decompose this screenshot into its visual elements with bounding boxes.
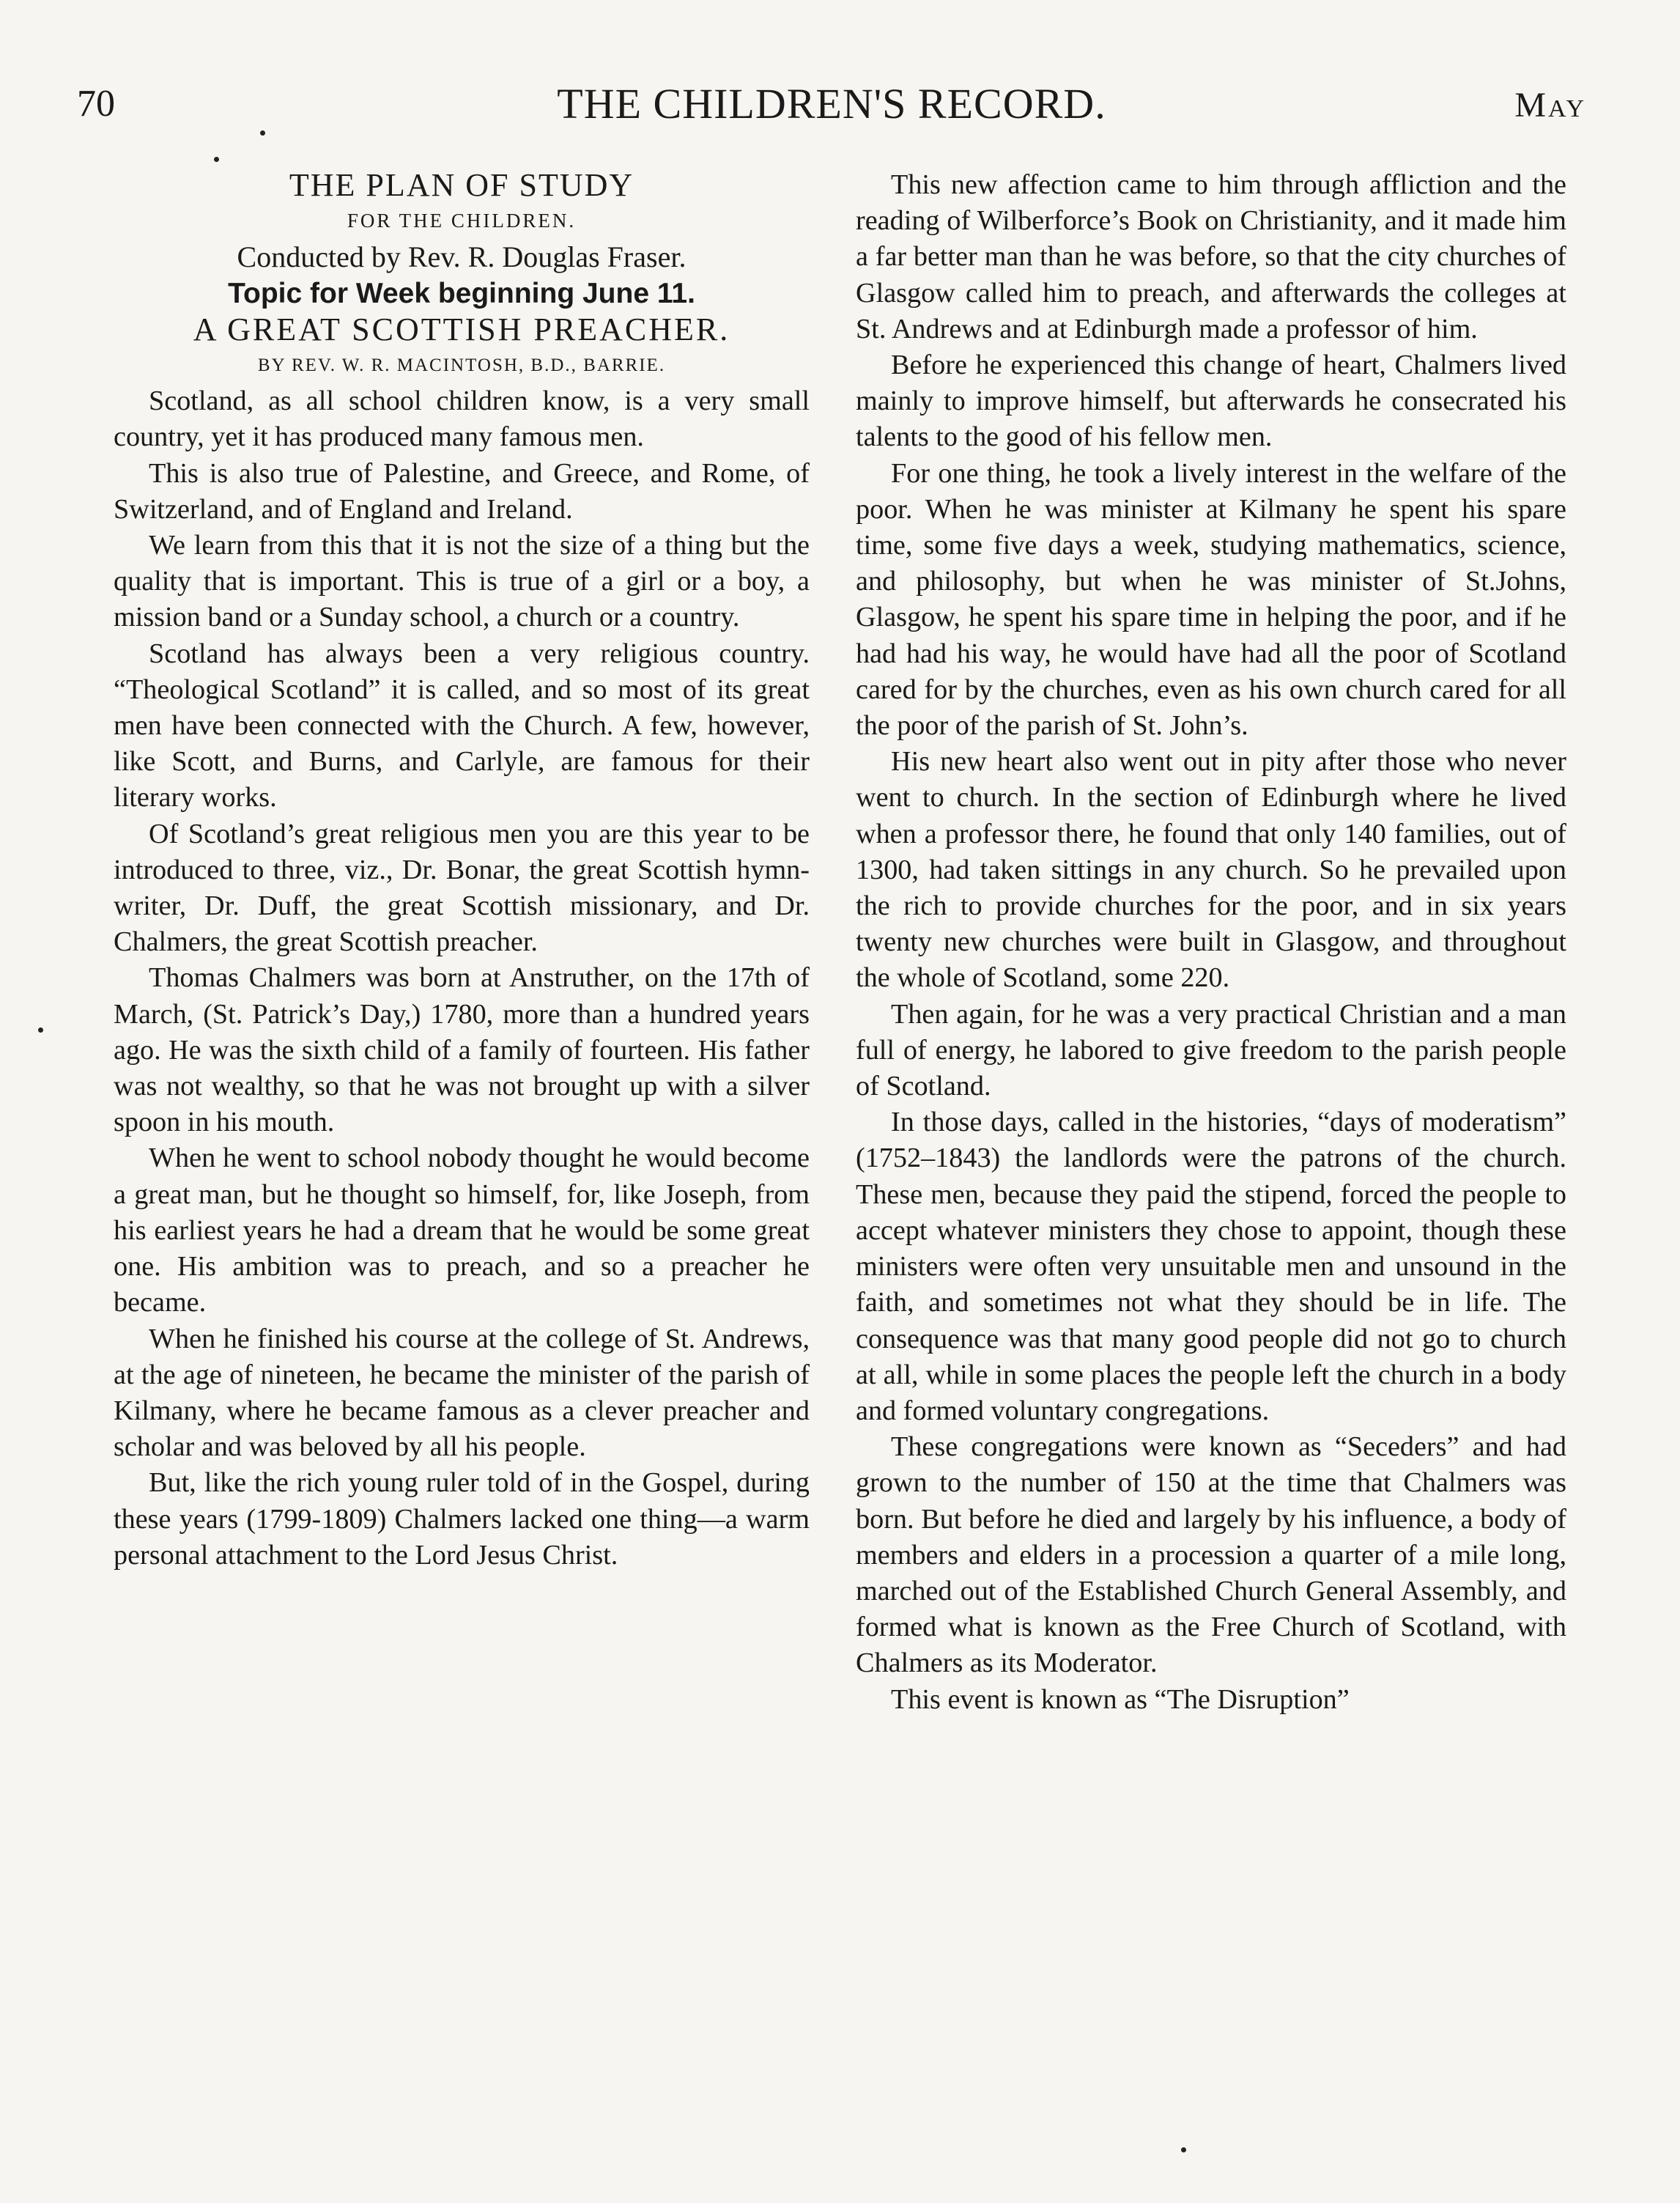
section-heading: THE PLAN OF STUDY [289, 167, 634, 203]
paragraph: Scotland, as all school children know, is a very small country, yet it has produced many famous men. [114, 385, 810, 453]
paragraph: When he finished his course at the college of St. Andrews, at the age of nineteen, he became the minister of the parish of Kilmany, where he became famous as a clever preacher and scholar and was beloved by all his people. [114, 1323, 810, 1463]
paragraph: This is also true of Palestine, and Greece, and Rome, of Switzerland, and of England and Ireland. [114, 457, 810, 525]
article-title: A GREAT SCOTTISH PREACHER. [193, 311, 730, 347]
speck [260, 130, 265, 136]
section-subheading: FOR THE CHILDREN. [347, 210, 577, 232]
paragraph: Then again, for he was a very practical Christian and a man full of energy, he labored to give freedom to the parish people of Scotland. [856, 998, 1566, 1102]
paragraph: We learn from this that it is not the size of a thing but the quality that is important. This is true of a girl or a boy, a mission band or a Sunday school, a church or a country. [114, 530, 810, 633]
page-header [77, 82, 1586, 133]
speck [38, 1027, 43, 1033]
paragraph: These congregations were known as “Seceders” and had grown to the number of 150 at the time that Chalmers was born. But before he died and largely by his influence, a body of members and elders in a procession a quarter of a mile long, marched out of the Established Church General Assembly, and formed what is known as the Free Church of Scotland, with Chalmers as its Moderator. [856, 1431, 1566, 1679]
speck [214, 157, 219, 162]
paragraph: Of Scotland’s great religious men you are this year to be introduced to three, viz., Dr. Bonar, the great Scottish hymn-writer, Dr. Duff, the great Scottish missionary, and Dr. Chalmers, the great Scottish preacher. [114, 818, 810, 958]
paragraph: Thomas Chalmers was born at Anstruther, on the 17th of March, (St. Patrick’s Day,) 1780, more than a hundred years ago. He was the sixth child of a family of fourteen. His father was not wealthy, so that he was not brought up with a silver spoon in his mouth. [114, 962, 810, 1138]
paragraph: In those days, called in the histories, “days of moderatism” (1752–1843) the landlords were the patrons of the church. These men, because they paid the stipend, forced the people to accept whatever ministers they chose to appoint, though these ministers were often very unsuitable men and unsound in the faith, and sometimes not what they should be in life. The consequence was that many good people did not go to church at all, while in some places the people left the church in a body and formed voluntary congregations. [856, 1107, 1566, 1426]
paragraph: His new heart also went out in pity after those who never went to church. In the section of Edinburgh where he lived when a professor there, he found that only 140 families, out of 1300, had taken sittings in any church. So he prevailed upon the rich to provide churches for the poor, and in six years twenty new churches were built in Glasgow, and throughout the whole of Scotland, some 220. [856, 746, 1566, 994]
paragraph: For one thing, he took a lively interest in the welfare of the poor. When he was minister at Kilmany he spent his spare time, some five days a week, studying mathematics, science, and philosophy, but when he was minister of St.Johns, Glasgow, he spent his spare time in helping the poor, and if he had had his way, he would have had all the poor of Scotland cared for by the churches, even as his own church cared for all the poor of the parish of St. John’s. [856, 457, 1566, 742]
paragraph: Scotland has always been a very religious country. “Theological Scotland” it is called, and so most of its great men have been connected with the Church. A few, however, like Scott, and Burns, and Carlyle, are famous for their literary works. [114, 638, 810, 813]
speck [1181, 2147, 1186, 2152]
paragraph: This new affection came to him through affliction and the reading of Wilberforce’s Book on Christianity, and it made him a far better man than he was before, so that the city churches of Glasgow called him to preach, and afterwards the colleges at St. Andrews and at Edinburgh made a professor of him. [856, 169, 1566, 344]
issue-month: May [1514, 86, 1586, 125]
paragraph: This event is known as “The Disruption” [891, 1683, 1350, 1715]
paragraph: When he went to school nobody thought he would become a great man, but he thought so himself, for, like Joseph, from his earliest years he had a dream that he would be some great one. His ambition was to preach, and so a preacher he became. [114, 1143, 810, 1318]
topic-heading: Topic for Week beginning June 11. [228, 277, 695, 309]
publication-title: THE CHILDREN'S RECORD. [557, 80, 1106, 128]
right-column [856, 167, 1566, 1718]
conducted-by: Conducted by Rev. R. Douglas Fraser. [237, 240, 687, 274]
byline: BY REV. W. R. MACINTOSH, B.D., BARRIE. [257, 355, 666, 376]
paragraph: But, like the rich young ruler told of in the Gospel, during these years (1799-1809) Chalmers lacked one thing—a warm personal attachment to the Lord Jesus Christ. [114, 1467, 810, 1571]
left-column [114, 167, 810, 1573]
paragraph: Before he experienced this change of heart, Chalmers lived mainly to improve himself, but afterwards he consecrated his talents to the good of his fellow men. [856, 350, 1566, 453]
page-number: 70 [77, 83, 115, 125]
